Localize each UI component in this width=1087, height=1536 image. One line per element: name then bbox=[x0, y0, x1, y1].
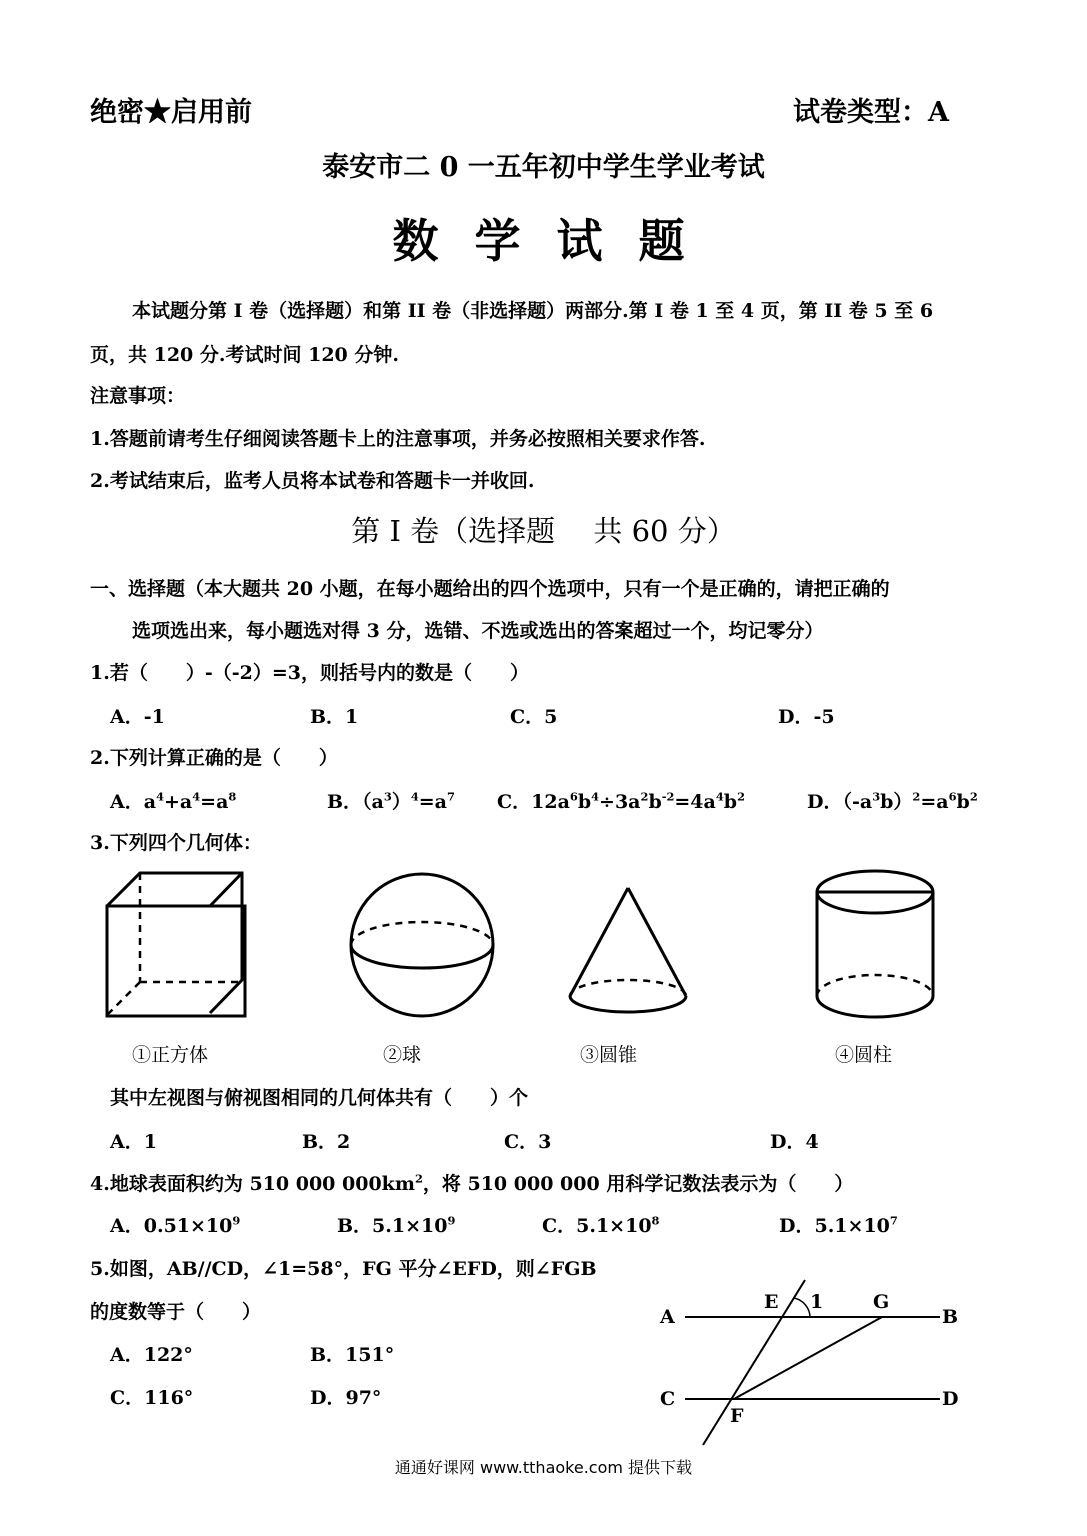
label-c: C bbox=[660, 1388, 676, 1410]
question-5-line-1: 5.如图，AB//CD，∠1=58°，FG 平分∠EFD，则∠FGB bbox=[90, 1258, 597, 1280]
q1-option-a: A．-1 bbox=[110, 706, 165, 728]
q2-option-a: A．$a^4+a^4=a^8$ bbox=[110, 789, 237, 813]
label-cylinder: ④圆柱 bbox=[835, 1044, 893, 1066]
q5-option-d: D．97° bbox=[310, 1387, 382, 1409]
notice-1: 1.答题前请考生仔细阅读答题卡上的注意事项，并务必按照相关要求作答. bbox=[90, 428, 706, 450]
q3-option-c: C．3 bbox=[504, 1131, 552, 1153]
exam-subtitle: 泰安市二 0 一五年初中学生学业考试 bbox=[322, 152, 765, 183]
q2-option-c: C．$12a^6b^4\div 3a^2b^{-2}=4a^4b^2$ bbox=[497, 789, 746, 813]
exam-title: 数 学 试 题 bbox=[392, 214, 695, 268]
q5-option-b: B．151° bbox=[310, 1344, 395, 1366]
label-g: G bbox=[873, 1291, 890, 1313]
section-title: 第 I 卷（选择题 共 60 分） bbox=[351, 514, 736, 548]
q4-option-d: D．$5.1\times 10^7$ bbox=[779, 1213, 898, 1237]
section-instruction-2: 选项选出来，每小题选对得 3 分，选错、不选或选出的答案超过一个，均记零分） bbox=[132, 620, 824, 642]
q1-option-c: C．5 bbox=[510, 706, 558, 728]
cone-figure bbox=[570, 888, 686, 1012]
label-a: A bbox=[660, 1306, 675, 1328]
label-sphere: ②球 bbox=[383, 1044, 422, 1066]
q3-option-a: A．1 bbox=[110, 1131, 157, 1153]
label-e: E bbox=[764, 1291, 779, 1313]
q3-option-b: B．2 bbox=[302, 1131, 351, 1153]
q3-option-d: D．4 bbox=[770, 1131, 819, 1153]
paper-type-label: 试卷类型：A bbox=[793, 97, 949, 128]
parallel-lines-figure bbox=[650, 1270, 980, 1450]
question-3: 3.下列四个几何体： bbox=[90, 832, 262, 854]
question-5-line-2: 的度数等于（ ） bbox=[90, 1301, 262, 1323]
question-2: 2.下列计算正确的是（ ） bbox=[90, 747, 338, 769]
q2-option-d: D．$(-a^3b)^2=a^6b^2$ bbox=[807, 789, 978, 813]
q2-option-b: B．$(a^3)^4=a^7$ bbox=[327, 789, 455, 813]
q4-option-c: C．$5.1\times 10^8$ bbox=[542, 1213, 660, 1237]
q1-option-b: B．1 bbox=[310, 706, 359, 728]
q5-option-c: C．116° bbox=[110, 1387, 194, 1409]
line-ef bbox=[703, 1280, 805, 1445]
notice-2: 2.考试结束后，监考人员将本试卷和答题卡一并收回. bbox=[90, 470, 535, 492]
solids-figure bbox=[0, 860, 1087, 1030]
q5-option-a: A．122° bbox=[110, 1344, 193, 1366]
footer-text: 通通好课网 www.tthaoke.com 提供下载 bbox=[394, 1458, 693, 1477]
label-b: B bbox=[942, 1306, 959, 1328]
q1-option-d: D．-5 bbox=[778, 706, 835, 728]
q4-option-a: A．$0.51\times 10^9$ bbox=[110, 1213, 241, 1237]
secrecy-label: 绝密★启用前 bbox=[90, 97, 252, 128]
label-d: D bbox=[942, 1388, 959, 1410]
cylinder-figure bbox=[817, 871, 933, 1017]
label-angle-1: 1 bbox=[810, 1291, 824, 1313]
question-3-prompt: 其中左视图与俯视图相同的几何体共有（ ）个 bbox=[110, 1087, 529, 1109]
notice-title: 注意事项： bbox=[90, 385, 186, 407]
intro-line-1: 本试题分第 I 卷（选择题）和第 II 卷（非选择题）两部分.第 I 卷 1 至 4 页，第 II 卷 5 至 6 bbox=[132, 300, 934, 322]
label-cube: ①正方体 bbox=[132, 1044, 209, 1066]
label-cone: ③圆锥 bbox=[580, 1044, 638, 1066]
question-1: 1.若（ ）-（-2）=3，则括号内的数是（ ） bbox=[90, 662, 529, 684]
label-f: F bbox=[730, 1405, 744, 1427]
sphere-figure bbox=[351, 874, 493, 1016]
question-4: 4.地球表面积约为 510 000 $000km^2$，将 510 000 000 用科学记数法表示为（ ） bbox=[90, 1171, 854, 1195]
cube-figure bbox=[107, 873, 245, 1016]
section-instruction-1: 一、选择题（本大题共 20 小题，在每小题给出的四个选项中，只有一个是正确的，请把正确的 bbox=[90, 578, 890, 600]
intro-line-2: 页，共 120 分.考试时间 120 分钟. bbox=[90, 344, 400, 366]
q4-option-b: B．$5.1\times 10^9$ bbox=[337, 1213, 456, 1237]
